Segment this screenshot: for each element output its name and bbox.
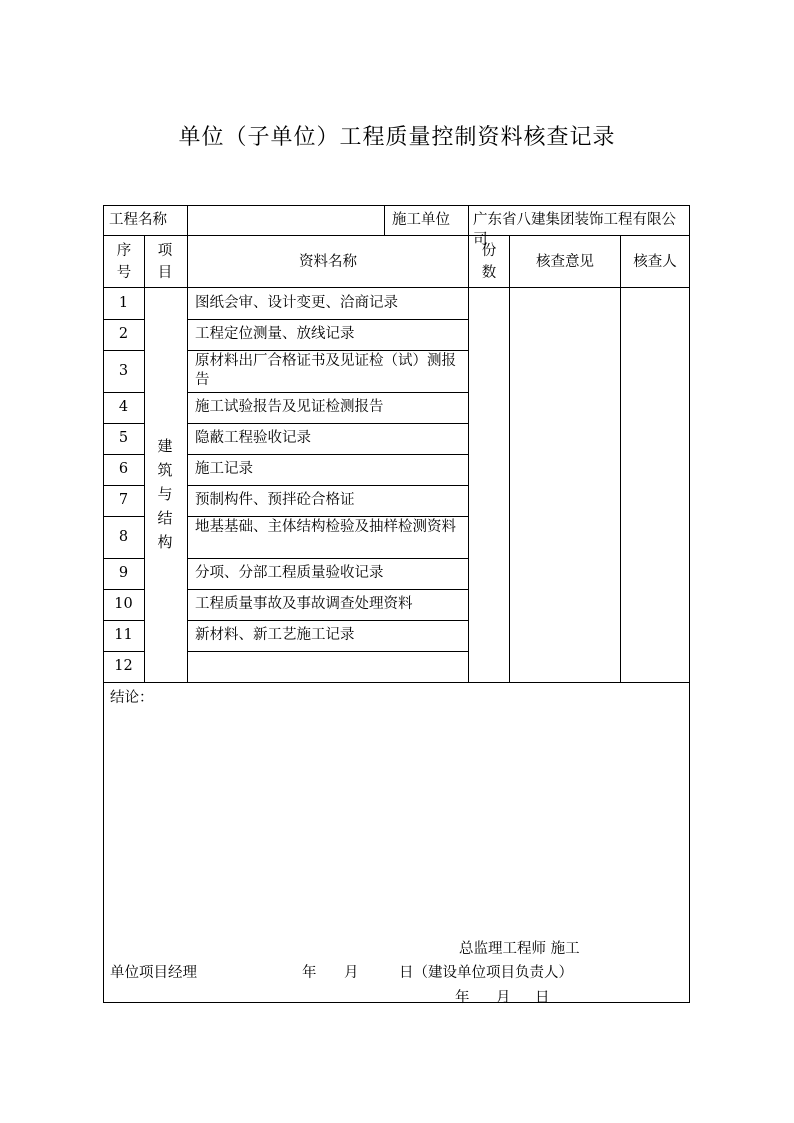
rule-row-3-b [187,392,468,393]
row-number: 11 [114,627,133,643]
row-number: 5 [118,430,129,446]
rule-row-2-a [103,350,144,351]
col-item-header: 项目 [157,243,173,281]
check-record-table [103,205,690,1006]
row-number: 9 [118,565,129,581]
rule-header [103,235,690,236]
category-label: 建筑与结构 [157,437,173,551]
row-doc-name: 地基基础、主体结构检验及抽样检测资料 [195,519,456,535]
row-doc-name: 新材料、新工艺施工记录 [195,627,355,643]
col-checker-header: 核查人 [633,254,677,270]
owner-rep-label: 日（建设单位项目负责人） [399,965,573,981]
rule-row-9-a [103,589,144,590]
col-seq-header: 序号 [116,243,132,281]
rule-row-10-b [187,620,468,621]
chief-supervisor-label: 总监理工程师 施工 [459,941,580,957]
rule-row-11-a [103,651,144,652]
sign-month-1: 月 [344,965,359,981]
row-doc-name: 预制构件、预拌砼合格证 [195,492,355,508]
project-name-label: 工程名称 [109,212,167,228]
border-bottom [103,1002,690,1003]
sign-year-2: 年 [455,990,470,1006]
row-doc-name: 隐蔽工程验收记录 [195,430,311,446]
sign-year-1: 年 [302,965,317,981]
col-opinion-header: 核查意见 [536,254,594,270]
rule-table-end [103,682,690,683]
rule-row-6-a [103,485,144,486]
rule-row-4-a [103,423,144,424]
row-doc-name: 图纸会审、设计变更、洽商记录 [195,295,398,311]
rule-row-7-b [187,516,468,517]
project-manager-label: 单位项目经理 [110,965,197,981]
row-number: 6 [118,461,129,477]
row-doc-name: 工程定位测量、放线记录 [195,326,355,342]
rule-row-5-b [187,454,468,455]
row-doc-name: 原材料出厂合格证书及见证检（试）测报告 [195,353,456,388]
row-doc-name: 工程质量事故及事故调查处理资料 [195,596,413,612]
row-number: 2 [118,326,129,342]
col-rule-name-left [187,205,188,683]
row-number: 1 [118,295,129,311]
rule-row-1-b [187,319,468,320]
row-number: 3 [118,363,129,379]
col-rule-copies [509,235,510,683]
sign-month-2: 月 [496,990,511,1006]
row-number: 7 [118,492,129,508]
row-number: 12 [114,658,133,674]
rule-row-6-b [187,485,468,486]
conclusion-label: 结论： [110,690,154,706]
rule-columns [103,287,690,288]
rule-row-8-b [187,558,468,559]
col-rule-contractor-label [384,205,385,236]
page-title: 单位（子单位）工程质量控制资料核查记录 [178,125,616,150]
row-doc-name: 分项、分部工程质量验收记录 [195,565,384,581]
col-rule-name-right [468,205,469,683]
rule-row-2-b [187,350,468,351]
rule-row-11-b [187,651,468,652]
rule-row-7-a [103,516,144,517]
contractor-value: 广东省八建集团装饰工程有限公司 [473,212,676,248]
row-number: 10 [114,596,133,612]
rule-row-3-a [103,392,144,393]
contractor-label: 施工单位 [392,212,450,228]
border-top [103,205,690,206]
rule-row-8-a [103,558,144,559]
rule-row-9-b [187,589,468,590]
col-copies-header: 份数 [481,243,497,281]
row-doc-name: 施工记录 [195,461,253,477]
rule-row-5-a [103,454,144,455]
border-right [689,205,690,1003]
col-rule-seq [144,235,145,683]
col-doc-name-header: 资料名称 [299,254,357,270]
sign-day-2: 日 [535,990,550,1006]
rule-row-1-a [103,319,144,320]
rule-row-10-a [103,620,144,621]
row-number: 8 [118,529,129,545]
row-number: 4 [118,399,129,415]
row-doc-name: 施工试验报告及见证检测报告 [195,399,384,415]
rule-row-4-b [187,423,468,424]
col-rule-opinion [620,235,621,683]
